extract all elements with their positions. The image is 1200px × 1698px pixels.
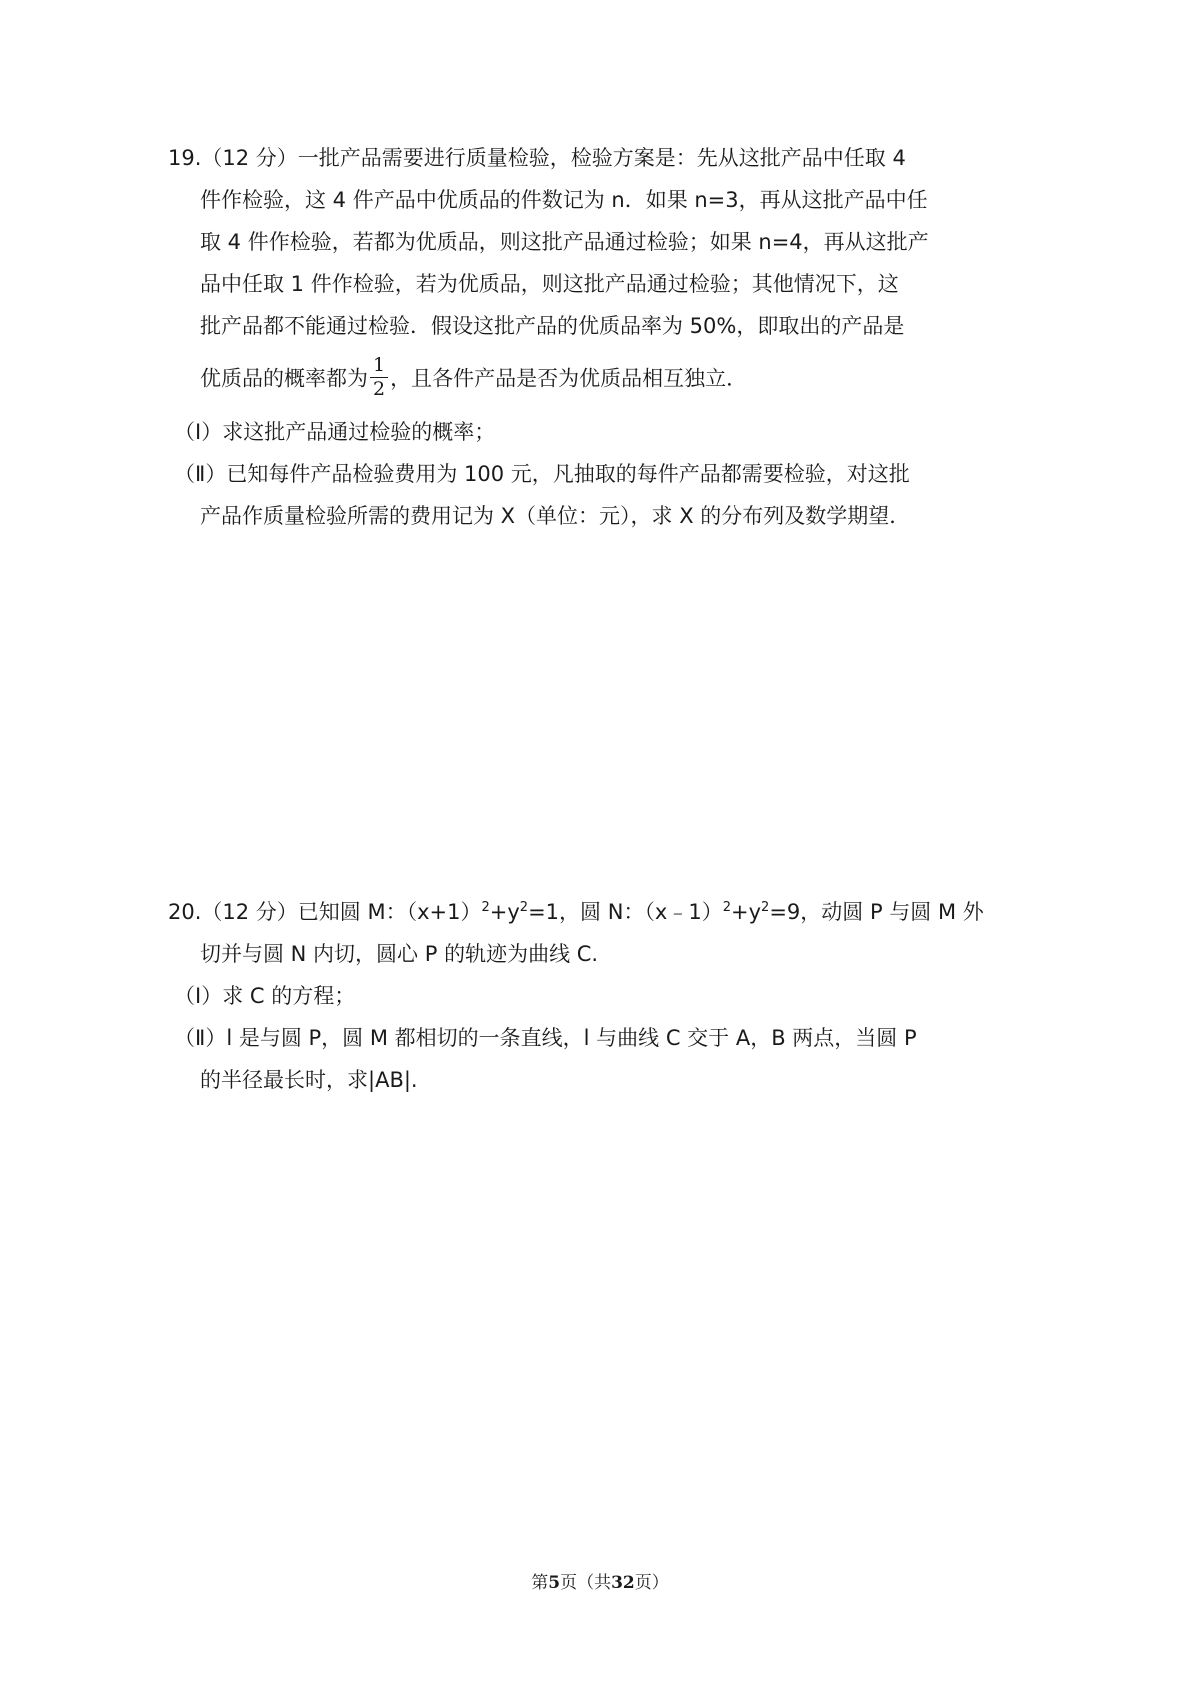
fraction-denominator: 2 (373, 378, 386, 400)
page-number: 5 (548, 1573, 561, 1593)
footer-middle: 页（共 (560, 1573, 612, 1593)
footer-suffix: 页） (634, 1573, 669, 1593)
q20-line-1 (168, 897, 984, 927)
q19-line-4: 品中任取 1 件作检验，若为优质品，则这批产品通过检验；其他情况下，这 (200, 272, 899, 296)
footer-prefix: 第 (531, 1573, 549, 1593)
q20-text-b: +y (489, 900, 520, 924)
q20-part-2-line-2: 的半径最长时，求|AB|. (200, 1068, 418, 1092)
q19-part-2-line-1: （Ⅱ）已知每件产品检验费用为 100 元，凡抽取的每件产品都需要检验，对这批 (174, 462, 910, 486)
total-pages: 32 (611, 1573, 635, 1593)
q20-sup-2: 2 (519, 900, 529, 915)
q19-line-2: 件作检验，这 4 件产品中优质品的件数记为 n．如果 n=3，再从这批产品中任 (200, 188, 928, 212)
q20-sup-4: 2 (761, 900, 770, 915)
q20-text-a: 20.（12 分）已知圆 M：（x+1） (168, 900, 482, 924)
q19-part-2-line-2: 产品作质量检验所需的费用记为 X（单位：元），求 X 的分布列及数学期望． (200, 504, 911, 528)
q20-text-e: =9，动圆 P 与圆 M 外 (769, 900, 984, 924)
q19-line-6-text-before: 优质品的概率都为 (200, 366, 368, 391)
q20-text-d: +y (731, 900, 762, 924)
q20-text-c: =1，圆 N：（x﹣1） (528, 900, 723, 924)
page-footer (0, 1568, 1200, 1593)
q20-part-1: （Ⅰ）求 C 的方程； (174, 984, 356, 1008)
q20-sup-1: 2 (481, 900, 490, 915)
q19-line-6-text-after: ，且各件产品是否为优质品相互独立． (390, 366, 748, 391)
q19-part-1: （Ⅰ）求这批产品通过检验的概率； (174, 420, 496, 444)
q19-line-5: 批产品都不能通过检验．假设这批产品的优质品率为 50%，即取出的产品是 (200, 314, 905, 338)
q19-line-1: 19.（12 分）一批产品需要进行质量检验，检验方案是：先从这批产品中任取 4 (168, 146, 906, 170)
fraction-numerator: 1 (370, 356, 388, 378)
q19-line-3: 取 4 件作检验，若都为优质品，则这批产品通过检验；如果 n=4，再从这批产 (200, 230, 929, 254)
q19-line-6 (200, 354, 748, 401)
q20-line-2: 切并与圆 N 内切，圆心 P 的轨迹为曲线 C. (200, 942, 599, 966)
q20-sup-3: 2 (722, 900, 731, 915)
fraction-one-half (370, 356, 388, 399)
q20-part-2-line-1: （Ⅱ）l 是与圆 P，圆 M 都相切的一条直线，l 与曲线 C 交于 A，B 两点，当圆 P (174, 1026, 917, 1050)
